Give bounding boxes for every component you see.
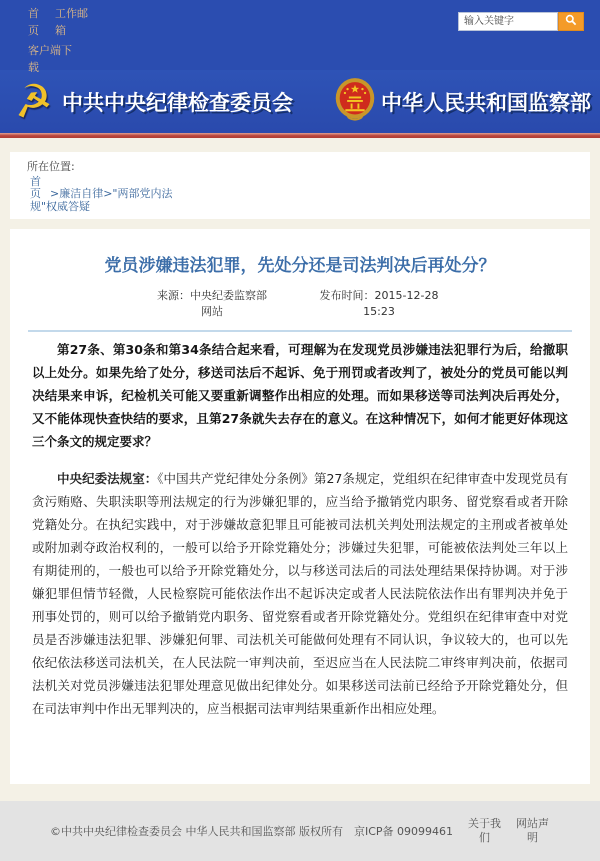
party-emblem-icon: ☭ [9,73,57,130]
nav-link-client-download[interactable]: 客户端下载 [28,44,72,74]
article-source: 来源：中央纪委监察部网站 [157,289,267,318]
copyright-text: ©中共中央纪律检查委员会 中华人民共和国监察部 版权所有 京ICP备 09099461 [49,824,454,838]
mos-site-title: 中华人民共和国监察部 [381,90,591,115]
answer-text: 《中国共产党纪律处分条例》第27条规定，党组织在纪律审查中发现党员有贪污贿赂、失职渎职等刑法规定的行为涉嫌犯罪的，应当给予撤销党内职务、留党察看或者开除党籍处分。在执纪实践中，对于涉嫌故意犯罪且可能被司法机关判处刑法规定的主刑或者被单处或附加剥夺政治权利的，一般可以给予开除党籍处分；涉嫌过失犯罪，可能被依法判处三年以上有期徒刑的，一般也可以给予开除党籍处分，以与移送司法后的司法处理结果保持协调。对于涉嫌犯罪但情节轻微，人民检察院可能依法作出不起诉决定或者人民法院依法作出有罪判决并免于刑事处罚的，则可以给予撤销党内职务、留党察看或者开除党籍处分。党组织在纪律审查中对党员是否涉嫌违法犯罪、涉嫌犯何罪、司法机关可能做何处理有不同认识，争议较大的，也可以先依纪依法移送司法机关，在人民法院一审判决前，至迟应当在人民法院二审终审判决前，依据司法机关对党员涉嫌违法犯罪处理意见做出纪律处分。如果移送司法前已经给予开除党籍处分，但在司法审判中作出无罪判决的，应当根据司法审判结果重新作出相应处理。 [32,471,568,716]
ccdi-brand [9,73,293,130]
breadcrumb-home-link[interactable]: 首页 [30,175,41,200]
search-icon [565,14,577,29]
search-button[interactable] [558,12,584,31]
breadcrumb-path-link[interactable]: >廉洁自律>"两部党内法规"权威答疑 [30,187,173,213]
answer-source-label: 中央纪委法规室： [57,471,158,486]
article-question: 第27条、第30条和第34条结合起来看，可理解为在发现党员涉嫌违法犯罪行为后，给撤职以上处分。如果先给了处分，移送司法后不起诉、免于刑罚或者改判了，被处分的党员可能以判决结果来申诉，纪检机关可能又要重新调整作出相应的处理。而如果移送等司法判决后再处分，又不能体现快查快结的要求，且第27条就失去存在的意义。在这种情况下，如何才能更好体现这三个条文的规定要求？ [32,342,568,449]
search-bar [458,12,584,31]
footer-link-site-statement[interactable]: 网站声明 [516,817,550,844]
footer [0,801,600,861]
article-publish-time: 发布时间：2015-12-28 15:23 [319,289,439,318]
nav-link-home[interactable]: 首页 [28,7,39,37]
national-emblem-icon [334,77,376,127]
footer-link-about-us[interactable]: 关于我们 [468,817,502,844]
top-bar [0,0,600,74]
footer-links [467,817,550,845]
site-banner [0,70,600,133]
ccdi-site-title: 中共中央纪律检查委员会 [62,90,293,115]
breadcrumb-label: 所在位置: [27,160,75,173]
breadcrumb-trail [27,176,199,213]
article-meta [32,288,568,320]
article-answer [32,467,568,720]
red-divider [0,133,600,138]
breadcrumb [10,152,590,219]
nav-link-work-mail[interactable]: 工作邮箱 [55,7,88,37]
mos-brand [334,77,591,127]
top-nav [28,5,123,76]
article [10,229,590,784]
meta-separator [28,330,572,332]
page-title: 党员涉嫌违法犯罪，先处分还是司法判决后再处分？ [104,256,496,276]
search-input[interactable] [458,12,558,31]
